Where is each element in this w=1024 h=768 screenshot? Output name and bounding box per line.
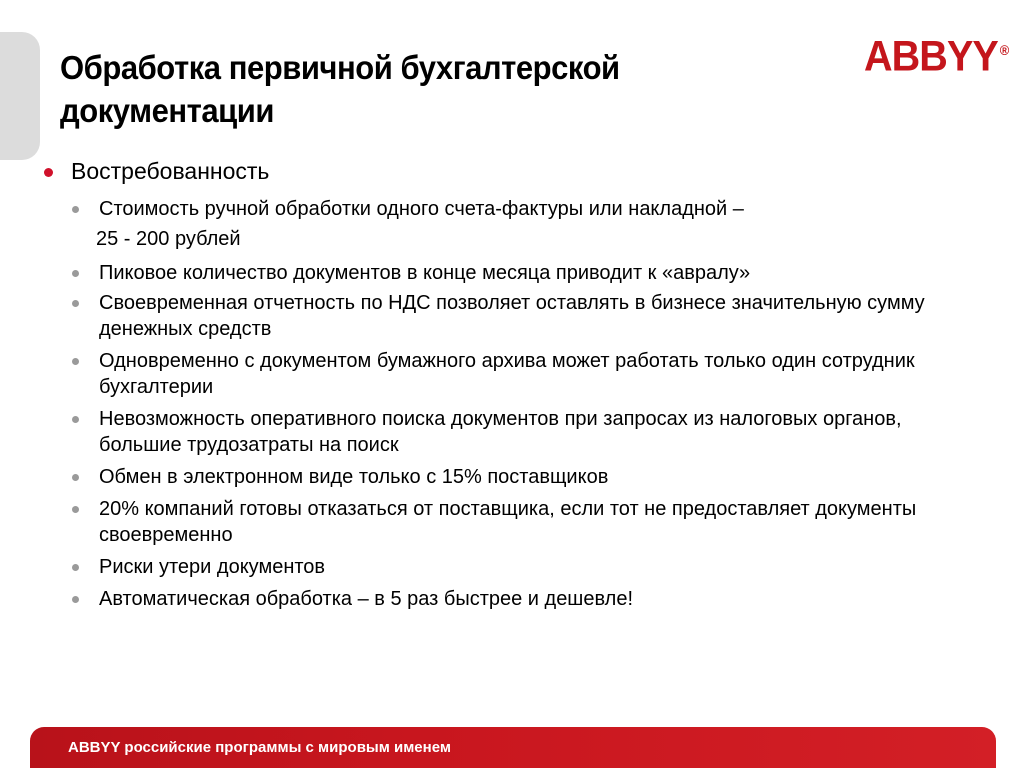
gray-dot-icon bbox=[72, 206, 79, 213]
slide-title: Обработка первичной бухгалтерской документации bbox=[60, 49, 620, 129]
list-item-text: Автоматическая обработка – в 5 раз быстрее и дешевле! bbox=[99, 588, 633, 610]
red-dot-icon bbox=[44, 168, 53, 177]
gray-dot-icon bbox=[72, 474, 79, 481]
list-item-text: Невозможность оперативного поиска документов при запросах из налоговых органов, большие трудозатраты на поиск bbox=[99, 408, 902, 456]
registered-mark: ® bbox=[999, 42, 1010, 58]
list-item-text: Риски утери документов bbox=[99, 556, 326, 578]
list-item-text: Обмен в электронном виде только с 15% поставщиков bbox=[99, 466, 609, 488]
gray-dot-icon bbox=[72, 358, 79, 365]
gray-dot-icon bbox=[72, 564, 79, 571]
list-item-text: Пиковое количество документов в конце месяца приводит к «авралу» bbox=[99, 262, 751, 284]
list-item-text: 20% компаний готовы отказаться от поставщика, если тот не предоставляет документы своевременно bbox=[99, 498, 917, 546]
list-item-text: Своевременная отчетность по НДС позволяет оставлять в бизнесе значительную сумму денежных средств bbox=[99, 292, 925, 340]
gray-dot-icon bbox=[72, 300, 79, 307]
abbyy-logo bbox=[864, 28, 1010, 81]
list-item-text: Одновременно с документом бумажного архива может работать только один сотрудник бухгалтерии bbox=[99, 350, 915, 398]
list-item-text: Стоимость ручной обработки одного счета-фактуры или накладной – bbox=[99, 198, 744, 220]
section-heading-text: Востребованность bbox=[71, 158, 270, 184]
footer-text: ABBYY российские программы с мировым именем bbox=[68, 739, 451, 756]
side-tab-decoration bbox=[0, 32, 40, 160]
footer-bar bbox=[30, 727, 996, 768]
gray-dot-icon bbox=[72, 416, 79, 423]
gray-dot-icon bbox=[72, 506, 79, 513]
gray-dot-icon bbox=[72, 596, 79, 603]
list-item-continuation: 25 - 200 рублей bbox=[96, 228, 241, 250]
gray-dot-icon bbox=[72, 270, 79, 277]
logo-text: ABBYY bbox=[864, 32, 998, 81]
